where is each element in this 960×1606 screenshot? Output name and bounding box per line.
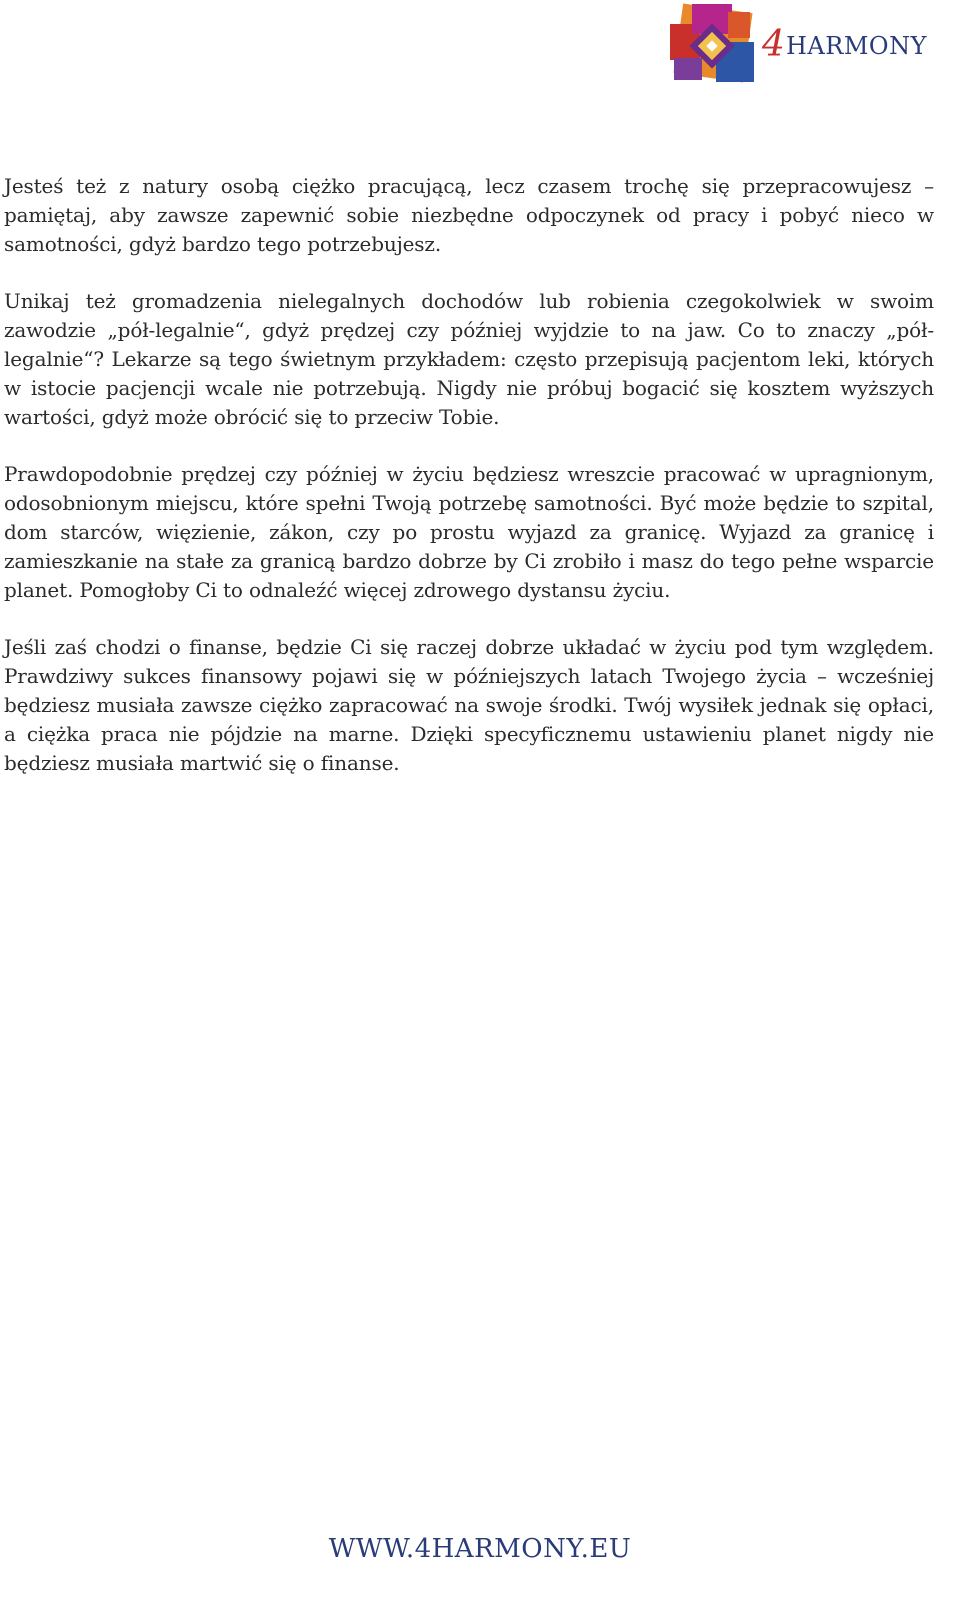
paragraph: Prawdopodobnie prędzej czy później w życiu będziesz wreszcie pracować w upragnionym, odosobnionym miejscu, które spełni Twoją potrzebę samotności. Być może będzie to szpital, dom starców, więzienie, zákon, czy po prostu wyjazd za granicę. Wyjazd za granicę i zamieszkanie na stałe za granicą bardzo dobrze by Ci zrobiło i masz do tego pełne wsparcie planet. Pomogłoby Ci to odnaleźć więcej zdrowego dystansu życiu. — [4, 462, 934, 602]
paragraph: Jeśli zaś chodzi o finanse, będzie Ci się raczej dobrze układać w życiu pod tym względem. Prawdziwy sukces finansowy pojawi się w późniejszych latach Twojego życia – wcześniej będziesz musiała zawsze ciężko zapracować na swoje środki. Twój wysiłek jednak się opłaci, a ciężka praca nie pójdzie na marne. Dzięki specyficznemu ustawieniu planet nigdy nie będziesz musiała martwić się o finanse. — [4, 635, 934, 775]
logo-mark-text: 4 — [762, 24, 785, 65]
paragraph: Jesteś też z natury osobą ciężko pracującą, lecz czasem trochę się przepracowujesz – pamiętaj, aby zawsze zapewnić sobie niezbędne odpoczynek od pracy i pobyć nieco w samotności, gdyż bardzo tego potrzebujesz. — [4, 174, 934, 256]
brand-logo — [666, 2, 952, 88]
footer-website-url[interactable]: WWW.4HARMONY.EU — [328, 1534, 632, 1564]
harmony-logo-mark-icon — [666, 2, 952, 88]
paragraph: Unikaj też gromadzenia nielegalnych dochodów lub robienia czegokolwiek w swoim zawodzie „pół-legalnie“, gdyż prędzej czy później wyjdzie to na jaw. Co to znaczy „pół-legalnie“? Lekarze są tego świetnym przykładem: często przepisują pacjentom leki, których w istocie pacjencji wcale nie potrzebują. Nigdy nie próbuj bogacić się kosztem wyższych wartości, gdyż może obrócić się to przeciw Tobie. — [4, 289, 934, 429]
logo-word-text: HARMONY — [786, 32, 927, 60]
document-body — [4, 172, 934, 806]
